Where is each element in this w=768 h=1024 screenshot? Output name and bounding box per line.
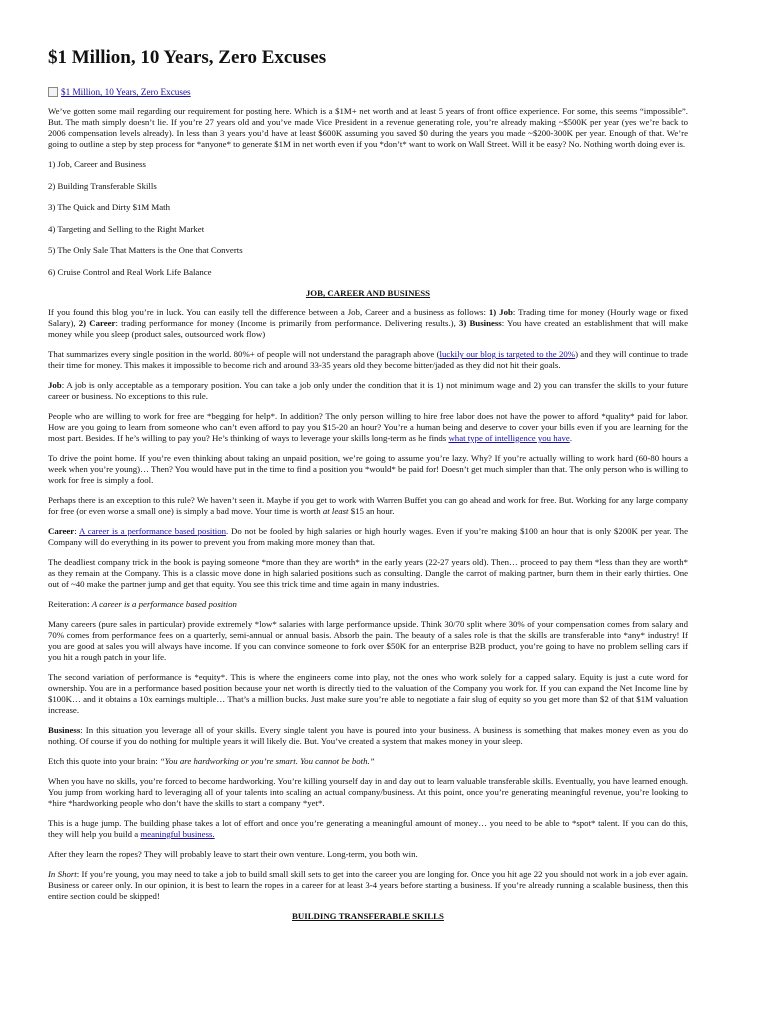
paragraph-definitions: If you found this blog you’re in luck. You can easily tell the difference between a Job, Career and a business as follows: 1) Job: Trading time for money (Hourly wage or fixed Salary), 2) Career: trading performance for money (Income is primarily from performance. Delivering results.), 3) Business: You have created an establishment that will make money while you sleep (product sales, outsourced work flow) xyxy=(48,307,689,339)
section-heading-job-career-business: JOB, CAREER AND BUSINESS xyxy=(305,288,431,298)
paragraph-free-work: People who are willing to work for free are *begging for help*. In addition? The only person willing to hire free labor does not have the power to afford *quality* paid for labor. How are you going to learn from someone who can’t even afford to pay you $15-20 an hour? You’re a human being and deserve to cover your bills even if you are learning for the most part. Besides. If he’s willing to pay you? He’s thinking of ways to leverage your skills long-term as he finds what type of intelligence you have. xyxy=(48,411,688,443)
blog-target-link[interactable]: luckily our blog is targeted to the 20% xyxy=(439,349,576,359)
paragraph-business: Business: In this situation you leverage all of your skills. Every single talent you have is poured into your business. A business is something that makes money even as you do nothing. Of course if you do nothing for multiple years it will likely die. But. You’ve created a system that makes money in your sleep. xyxy=(48,725,688,746)
paragraph-learn-ropes: After they learn the ropes? They will probably leave to start their own venture. Long-term, you both win. xyxy=(48,849,418,859)
page-title: $1 Million, 10 Years, Zero Excuses xyxy=(48,47,327,68)
intelligence-link[interactable]: what type of intelligence you have xyxy=(448,433,570,443)
list-item: 2) Building Transferable Skills xyxy=(48,180,157,191)
intro-paragraph: We’ve gotten some mail regarding our requirement for posting here. Which is a $1M+ net worth and at least 5 years of front office experience. For some, this seems “impossible”. But. The math simply doesn’t lie. If you’re 27 years old and you’ve made Vice President in a revenue generating role, you’re already making ~$500K per year (yes we’re back to 2006 compensation levels already). In less than 3 years you’d have at least $600K assuming you saved $0 during the years you made ~$200-300K per year. Enough of that. We’re going to outline a step by step process for *anyone* to generate $1M in net worth even if you *don’t* want to work on Wall Street. Will it be easy? No. Nothing worth doing ever is. xyxy=(48,106,688,149)
paragraph-summary: That summarizes every single position in the world. 80%+ of people will not understand the paragraph above (luckily our blog is targeted to the 20%) and they will continue to trade their time for money. This makes it impossible to become rich and around 33-35 years old they become bitter/jaded as they did not hit their goals. xyxy=(48,349,688,370)
paragraph-point-home: To drive the point home. If you’re even thinking about taking an unpaid position, we’re going to assume you’re lazy. Why? If you’re actually willing to work hard (60-80 hours a week when you’re young)… Then? You would have put in the time to find a position you *would* be paid for! Doesn’t get much simpler than that. The only person who is willing to work for free is simply a fool. xyxy=(48,453,688,485)
paragraph-sales-careers: Many careers (pure sales in particular) provide extremely *low* salaries with large performance upside. Think 30/70 split where 30% of your compensation comes from salary and 70% comes from performance fees on a quarterly, semi-annual or annual basis. Absorb the pain. The beauty of a sales role is that the skills are transferable into *any* industry! If you are good at sales you will always have income. If you can convince someone to fork over $50K for an enterprise B2B product, you’re going to have no problem selling cars if you hit a rough patch in your life. xyxy=(48,619,688,662)
document-page xyxy=(48,46,688,930)
paragraph-exception: Perhaps there is an exception to this rule? We haven’t seen it. Maybe if you get to work with Warren Buffet you can go ahead and work for free. But. Working for any large company for free (or even worse a small one) is simply a bad move. Your time is worth at least $15 an hour. xyxy=(48,495,688,516)
section-heading-transferable-skills: BUILDING TRANSFERABLE SKILLS xyxy=(292,911,444,921)
paragraph-job: Job: A job is only acceptable as a temporary position. You can take a job only under the condition that it is 1) not minimum wage and 2) you can transfer the skills to your future career or business. No exceptions to this rule. xyxy=(48,380,688,401)
image-link-text[interactable]: $1 Million, 10 Years, Zero Excuses xyxy=(61,87,191,97)
list-item: 4) Targeting and Selling to the Right Market xyxy=(48,223,205,234)
paragraph-no-skills: When you have no skills, you’re forced to become hardworking. You’re killing yourself day in and day out to learn valuable transferable skills. Eventually, you have learned enough. You jump from working hard to leveraging all of your talents into scaling an actual company/business. At this point, once you’re generating meaningful revenue, you’re looking to *hire *hardworking people who don’t have the skills to start a company *yet*. xyxy=(48,776,688,808)
paragraph-company-trick: The deadliest company trick in the book is paying someone *more than they are worth* in the early years (22-27 years old). Then… proceed to pay them *less than they are worth* as they remain at the Company. This is a classic move done in high salaried positions such as consulting. Dangle the carrot of making partner, burn them in their early thirties. One out of ~40 make the partner jump and get that equity. You see this trick time and time again in many industries. xyxy=(48,557,688,589)
list-item: 1) Job, Career and Business xyxy=(48,159,146,169)
article-image-link[interactable] xyxy=(48,86,688,98)
list-item: 5) The Only Sale That Matters is the One that Converts xyxy=(48,245,243,255)
list-item: 3) The Quick and Dirty $1M Math xyxy=(48,202,170,212)
outline-list xyxy=(48,159,688,278)
paragraph-in-short: In Short: If you’re young, you may need to take a job to build small skill sets to get into the career you are longing for. Once you hit age 22 you should not work in a job ever again. Business or career only. In our opinion, it is best to learn the ropes in a career for at least 3-4 years before starting a business. If you’re already running a scalable business, then this entire section could be skipped! xyxy=(48,869,689,901)
broken-image-icon xyxy=(48,87,58,97)
paragraph-reiteration: Reiteration: A career is a performance based position xyxy=(48,599,237,609)
career-performance-link[interactable]: A career is a performance based position xyxy=(79,526,227,536)
meaningful-business-link[interactable]: meaningful business. xyxy=(140,829,215,839)
paragraph-career: Career: A career is a performance based position. Do not be fooled by high salaries or high hourly wages. Even if you’re making $100 an hour that is only $200K per year. The Company will do everything in its power to prevent you from making more money than that. xyxy=(48,526,688,547)
paragraph-equity: The second variation of performance is *equity*. This is where the engineers come into play, not the ones who work solely for a capped salary. Equity is just a cute word for ownership. You are in a performance based position because your net worth is directly tied to the valuation of the Company you work for. If you can expand the Net Income line by $100K… and it obtains a 10x earnings multiple… That’s a million bucks. Just make sure you’re able to negotiate a fair slug of equity so you get more than $2 of that $1M valuation increase. xyxy=(48,672,688,715)
paragraph-quote: Etch this quote into your brain: “You are hardworking or you’re smart. You cannot be both.” xyxy=(48,756,375,766)
paragraph-huge-jump: This is a huge jump. The building phase takes a lot of effort and once you’re generating a meaningful amount of money… you need to be able to *spot* talent. If you can do this, they will help you build a meaningful business. xyxy=(48,818,688,839)
list-item: 6) Cruise Control and Real Work Life Balance xyxy=(48,266,212,277)
